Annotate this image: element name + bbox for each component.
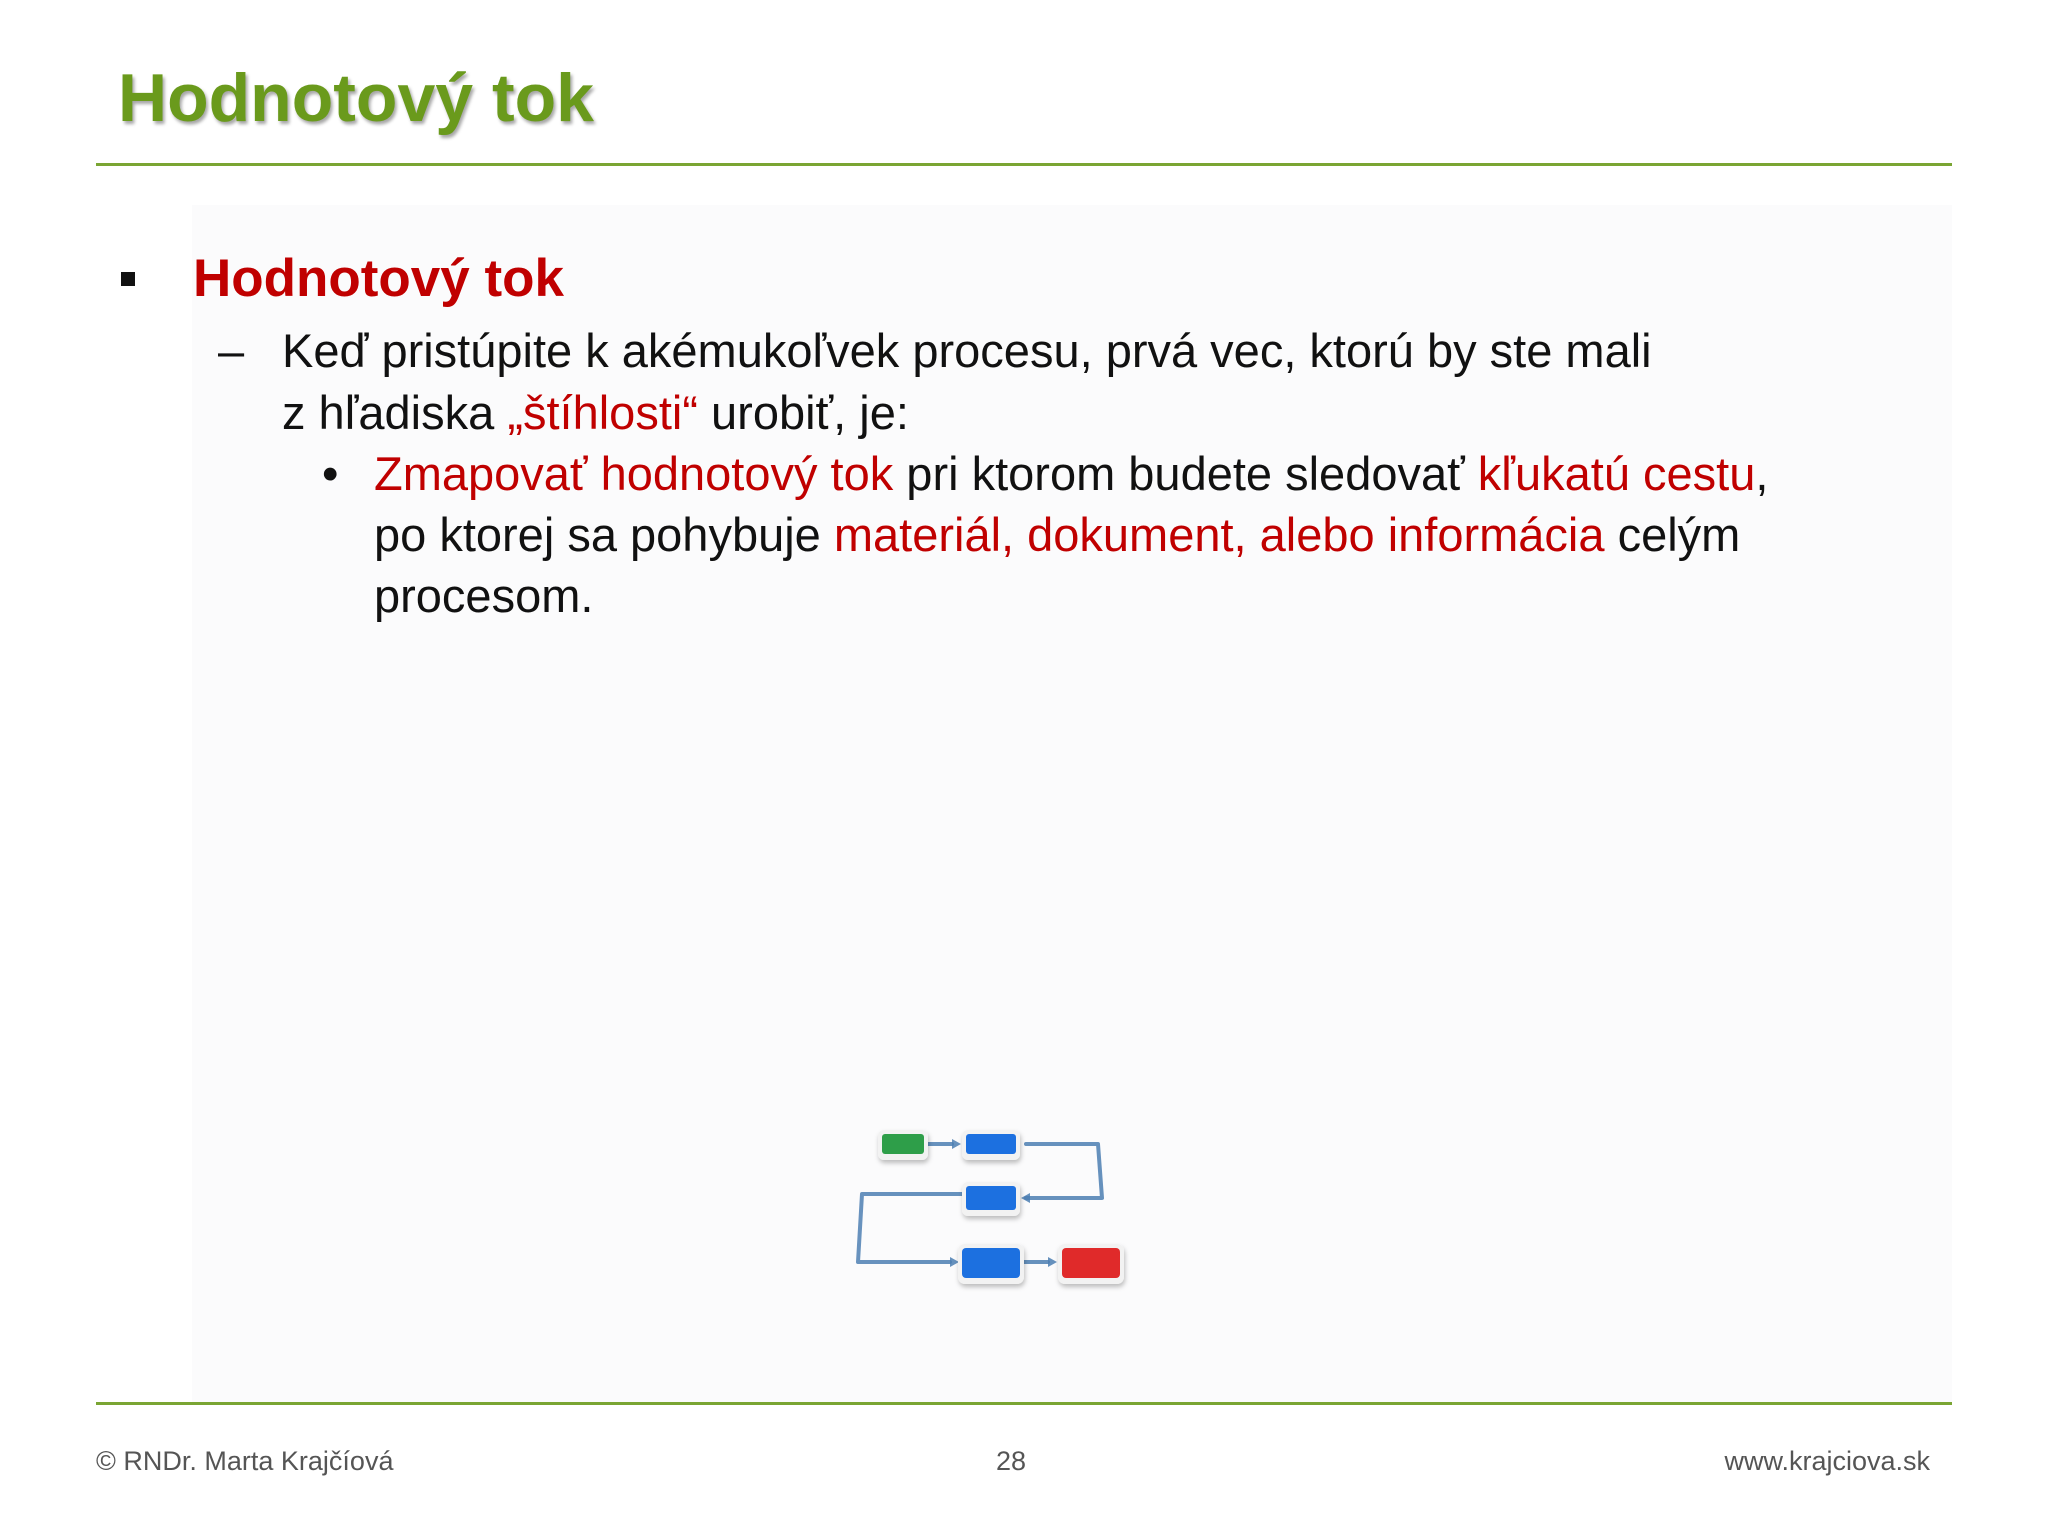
text-line-4 xyxy=(374,504,1740,565)
highlight-stihlosti: „štíhlosti“ xyxy=(507,386,698,439)
highlight-material: materiál, dokument, alebo informácia xyxy=(833,508,1605,561)
title-divider xyxy=(96,163,1952,166)
square-bullet-icon xyxy=(121,272,135,286)
text-line-1: Keď pristúpite k akémukoľvek procesu, prvá vec, ktorú by ste mali xyxy=(282,324,1652,377)
page-number: 28 xyxy=(996,1446,1027,1476)
dash-bullet: – xyxy=(218,324,245,377)
text-line-5: procesom. xyxy=(374,569,594,622)
text-line-2 xyxy=(282,382,909,443)
text-line-2-part-b: urobiť, je: xyxy=(697,386,909,439)
process-flow-diagram-icon xyxy=(840,1110,1140,1310)
text-line-2-part-a: z hľadiska xyxy=(282,386,508,439)
footer-website: www.krajciova.sk xyxy=(1724,1446,1930,1476)
slide-title: Hodnotový tok xyxy=(118,60,594,136)
text-line-3 xyxy=(374,443,1768,504)
text-line-4-part-b: celým xyxy=(1604,508,1741,561)
dot-bullet: • xyxy=(322,447,339,500)
footer-divider xyxy=(96,1402,1952,1405)
highlight-zmapovat: Zmapovať hodnotový tok xyxy=(374,447,894,500)
footer-author: © RNDr. Marta Krajčíová xyxy=(96,1446,394,1476)
text-line-4-part-a: po ktorej sa pohybuje xyxy=(374,508,834,561)
text-line-3-end: , xyxy=(1755,447,1769,500)
bullet-heading: Hodnotový tok xyxy=(193,249,564,308)
text-line-3-mid: pri ktorom budete sledovať xyxy=(893,447,1478,500)
highlight-klukatu-cestu: kľukatú cestu xyxy=(1477,447,1756,500)
